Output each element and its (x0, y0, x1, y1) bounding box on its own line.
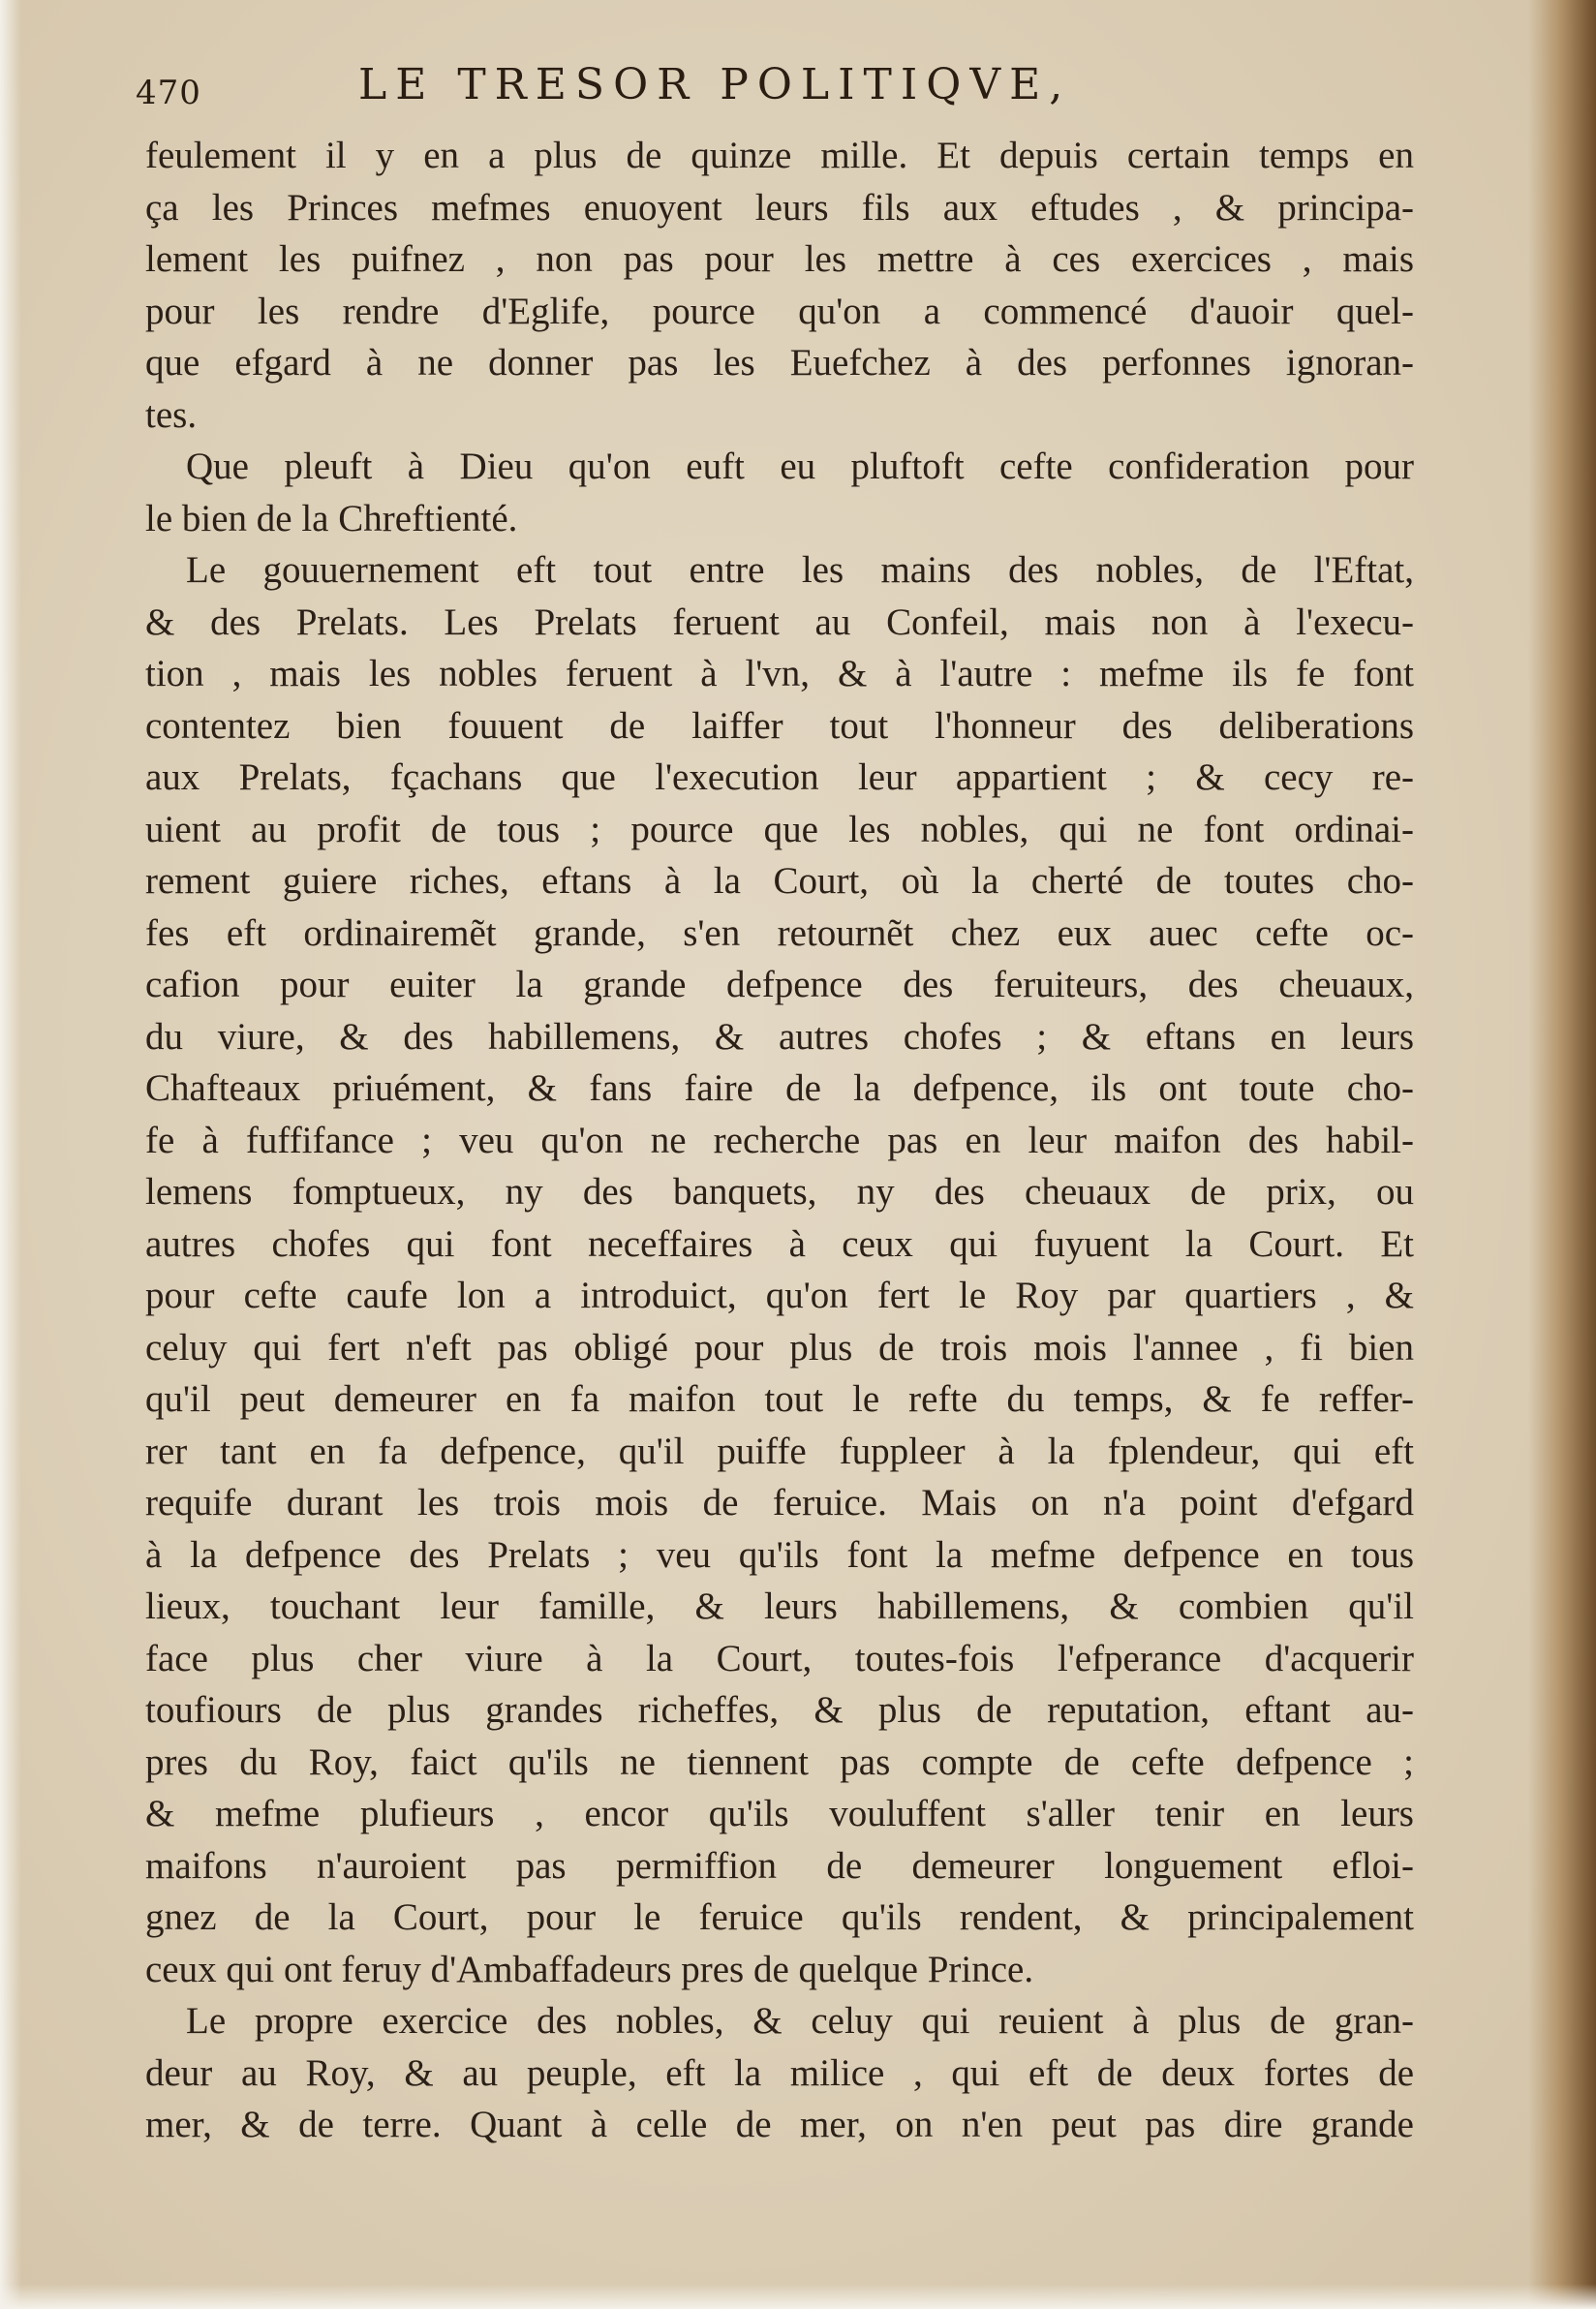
text-line: cafion pour euiter la grande defpence des feruiteurs, des cheuaux, (145, 964, 1414, 1005)
text-line: pour cefte caufe lon a introduict, qu'on fert le Roy par quartiers , & (145, 1275, 1414, 1316)
running-header (136, 60, 1220, 128)
text-line: à la defpence des Prelats ; veu qu'ils font la mefme defpence en tous (145, 1533, 1414, 1576)
text-line: deur au Roy, & au peuple, eft la milice , qui eft de deux fortes de (145, 2051, 1414, 2094)
page-left-edge (0, 0, 21, 2309)
text-line: & des Prelats. Les Prelats feruent au Confeil, mais non à l'execu- (145, 600, 1414, 643)
text-line: celuy qui fert n'eft pas obligé pour plus de trois mois l'annee , fi bien (145, 1326, 1414, 1369)
text-line: autres chofes qui font neceffaires à ceux qui fuyuent la Court. Et (145, 1222, 1414, 1265)
text-line: Chafteaux priuément, & fans faire de la defpence, ils ont toute cho- (145, 1067, 1414, 1109)
page-bottom-edge (0, 2284, 1596, 2309)
text-line: qu'il peut demeurer en fa maifon tout le refte du temps, & fe reffer- (145, 1378, 1414, 1420)
text-line: rer tant en fa defpence, qu'il puiffe fuppleer à la fplendeur, qui eft (145, 1430, 1414, 1472)
text-line: ça les Princes mefmes enuoyent leurs fils aux eftudes , & principa- (145, 186, 1414, 229)
body-text (145, 130, 1414, 2151)
text-line: gnez de la Court, pour le feruice qu'ils rendent, & principalement (145, 1896, 1414, 1938)
paragraph-start-line: Le gouuernement eft tout entre les mains des nobles, de l'Eftat, (186, 549, 1414, 591)
text-line: pres du Roy, faict qu'ils ne tiennent pas compte de cefte defpence ; (145, 1740, 1414, 1783)
text-line: fe à fuffifance ; veu qu'on ne recherche pas en leur maifon des habil- (145, 1119, 1414, 1161)
text-line: que efgard à ne donner pas les Euefchez à des perfonnes ignoran- (145, 342, 1414, 384)
paragraph-start-line: Le propre exercice des nobles, & celuy qui reuient à plus de gran- (186, 2000, 1414, 2042)
text-line: lemens fomptueux, ny des banquets, ny des cheuaux de prix, ou (145, 1171, 1414, 1213)
text-line: du viure, & des habillemens, & autres chofes ; & eftans en leurs (145, 1015, 1414, 1058)
text-line: fes eft ordinairemẽt grande, s'en retournẽt chez eux auec cefte oc- (145, 911, 1414, 954)
paragraph-start-line: Que pleuft à Dieu qu'on euft eu pluftoft cefte confideration pour (186, 446, 1414, 487)
page-number: 470 (136, 74, 201, 112)
text-line: contentez bien fouuent de laiffer tout l'honneur des deliberations (145, 704, 1414, 747)
text-line: rement guiere riches, eftans à la Court, où la cherté de toutes cho- (145, 860, 1414, 902)
text-line: aux Prelats, fçachans que l'execution leur appartient ; & cecy re- (145, 756, 1414, 798)
text-line: feulement il y en a plus de quinze mille. Et depuis certain temps en (145, 135, 1414, 176)
text-line: tion , mais les nobles feruent à l'vn, & à l'autre : mefme ils fe font (145, 653, 1414, 694)
text-line: tes. (145, 393, 198, 436)
page-gutter-shadow (1528, 0, 1596, 2309)
text-line: ceux qui ont feruy d'Ambaffadeurs pres de quelque Prince. (145, 1948, 1034, 1990)
text-line: lement les puifnez , non pas pour les mettre à ces exercices , mais (145, 238, 1414, 280)
text-line: face plus cher viure à la Court, toutes-fois l'efperance d'acquerir (145, 1637, 1414, 1679)
text-line: toufiours de plus grandes richeffes, & plus de reputation, eftant au- (145, 1689, 1414, 1731)
text-line: mer, & de terre. Quant à celle de mer, on n'en peut pas dire grande (145, 2104, 1414, 2145)
text-line: requife durant les trois mois de feruice. Mais on n'a point d'efgard (145, 1482, 1414, 1524)
text-line: le bien de la Chreftienté. (145, 497, 518, 539)
running-title: LE TRESOR POLITIQVE, (358, 60, 1072, 109)
text-line: & mefme plufieurs , encor qu'ils vouluffent s'aller tenir en leurs (145, 1793, 1414, 1834)
text-line: uient au profit de tous ; pource que les nobles, qui ne font ordinai- (145, 808, 1414, 850)
text-line: pour les rendre d'Eglife, pource qu'on a commencé d'auoir quel- (145, 290, 1414, 332)
text-line: maifons n'auroient pas permiffion de demeurer longuement efloi- (145, 1844, 1414, 1887)
text-line: lieux, touchant leur famille, & leurs habillemens, & combien qu'il (145, 1586, 1414, 1627)
